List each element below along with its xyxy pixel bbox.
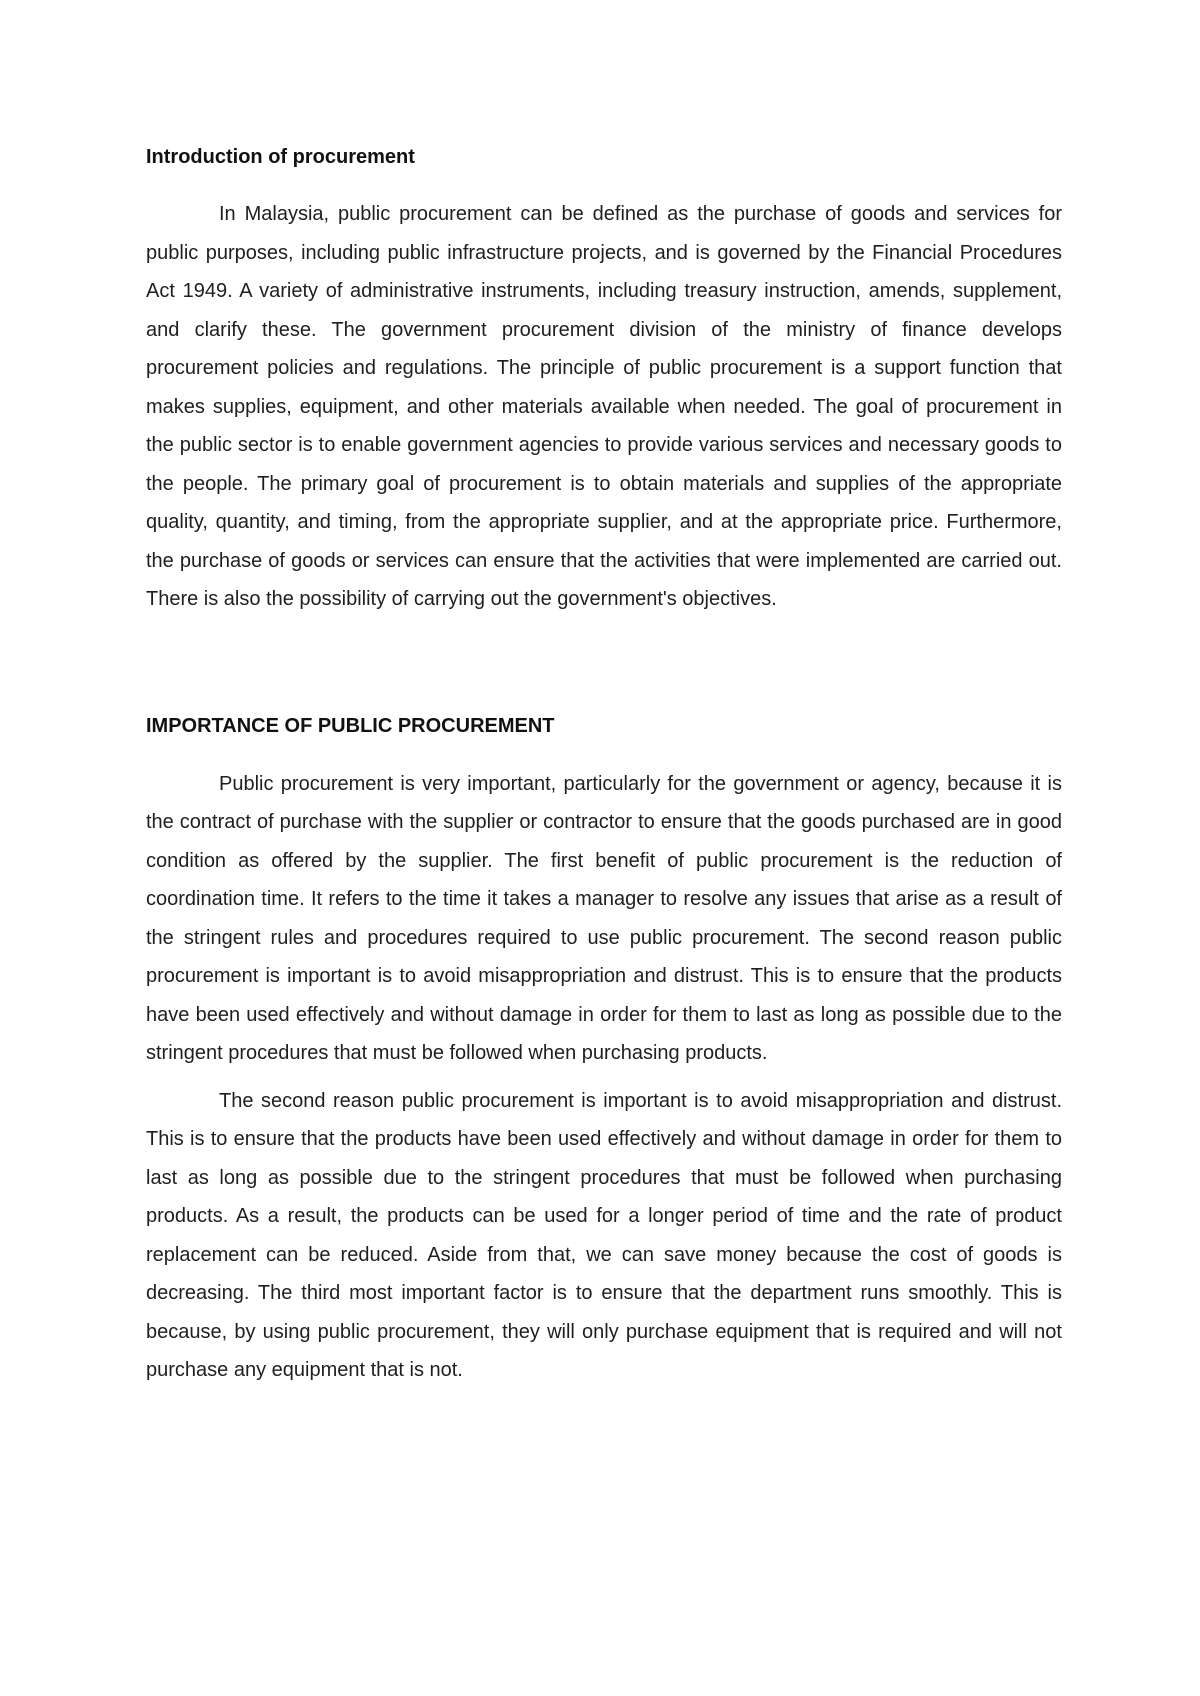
importance-paragraph-1: Public procurement is very important, particularly for the government or agency, because it is the contract of purchase with the supplier or contractor to ensure that the goods purchased are in good condition as offered by the supplier. The first benefit of public procurement is the reduction of coordination time. It refers to the time it takes a manager to resolve any issues that arise as a result of the stringent rules and procedures required to use public procurement. The second reason public procurement is important is to avoid misappropriation and distrust. This is to ensure that the products have been used effectively and without damage in order for them to last as long as possible due to the stringent procedures that must be followed when purchasing products. bbox=[146, 772, 1062, 1064]
intro-heading: Introduction of procurement bbox=[146, 146, 415, 168]
document-body bbox=[146, 143, 1062, 1390]
intro-paragraph: In Malaysia, public procurement can be defined as the purchase of goods and services for public purposes, including public infrastructure projects, and is governed by the Financial Procedures Act 1949. A variety of administrative instruments, including treasury instruction, amends, supplement, and clarify these. The government procurement division of the ministry of finance develops procurement policies and regulations. The principle of public procurement is a support function that makes supplies, equipment, and other materials available when needed. The goal of procurement in the public sector is to enable government agencies to provide various services and necessary goods to the people. The primary goal of procurement is to obtain materials and supplies of the appropriate quality, quantity, and timing, from the appropriate supplier, and at the appropriate price. Furthermore, the purchase of goods or services can ensure that the activities that were implemented are carried out. There is also the possibility of carrying out the government's objectives. bbox=[146, 203, 1062, 610]
importance-heading: IMPORTANCE OF PUBLIC PROCUREMENT bbox=[146, 714, 555, 737]
importance-paragraph-2: The second reason public procurement is important is to avoid misappropriation and distrust. This is to ensure that the products have been used effectively and without damage in order for them to last as long as possible due to the stringent procedures that must be followed when purchasing products. As a result, the products can be used for a longer period of time and the rate of product replacement can be reduced. Aside from that, we can save money because the cost of goods is decreasing. The third most important factor is to ensure that the department runs smoothly. This is because, by using public procurement, they will only purchase equipment that is required and will not purchase any equipment that is not. bbox=[146, 1089, 1062, 1381]
